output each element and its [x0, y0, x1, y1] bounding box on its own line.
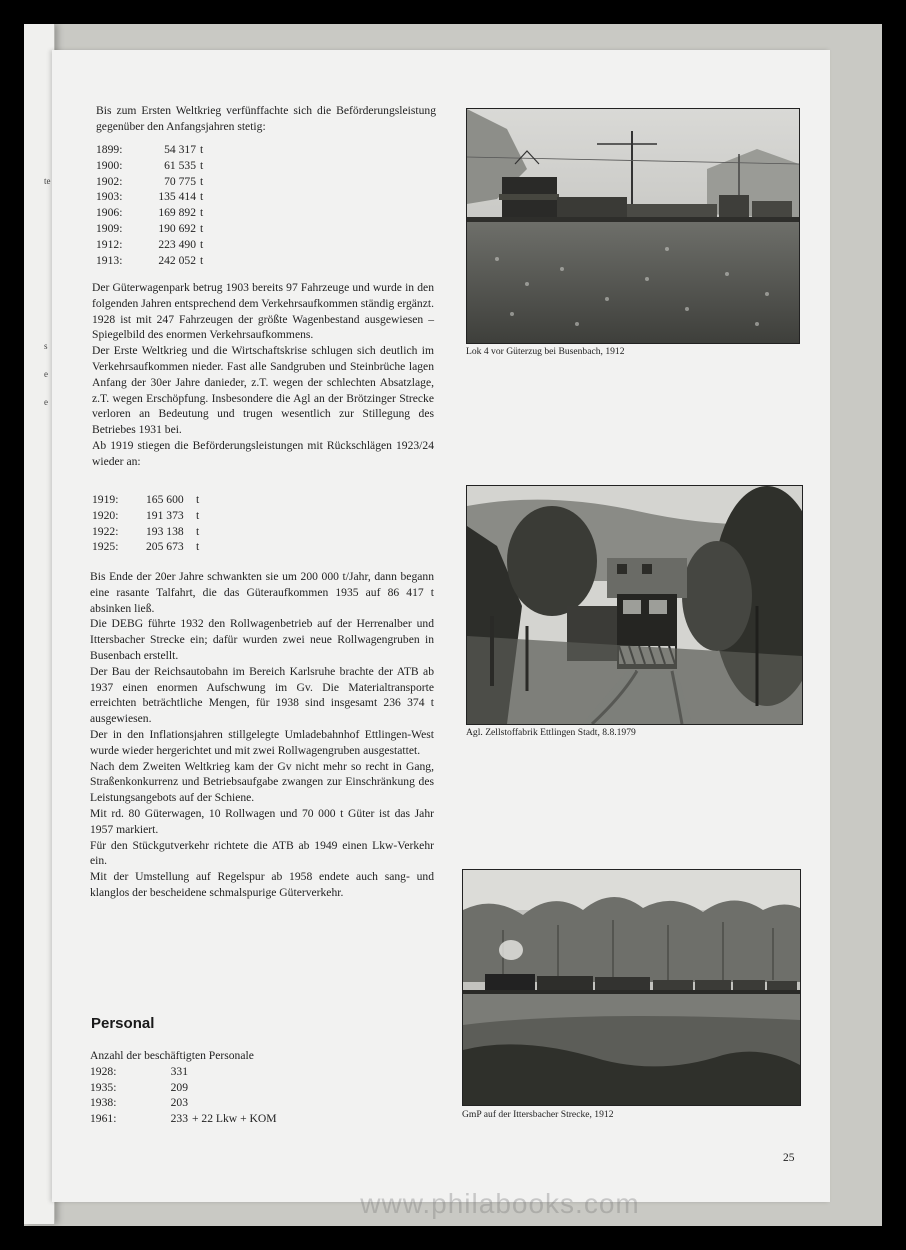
unit: t	[200, 174, 204, 188]
paragraph: Mit rd. 80 Güterwagen, 10 Rollwagen und 70 000 t Güter ist das Jahr 1957 markiert.	[90, 806, 434, 836]
unit: t	[200, 237, 204, 251]
year: 1903:	[96, 190, 123, 204]
year: 1935:	[90, 1080, 117, 1094]
tonnage-row	[96, 221, 203, 237]
paragraph: Der Güterwagenpark betrug 1903 bereits 97 Fahrzeuge und wurde in den folgenden Jahren entsprechend dem Verkehrsaufkommen ständig ergänzt. 1928 ist mit 247 Fahrzeugen der größte Wagenbestand ausgewiesen – Spiegelbild des enormen Verkehrsaufkommens.	[92, 281, 434, 342]
year: 1922:	[92, 524, 119, 538]
paragraph: Nach dem Zweiten Weltkrieg kam der Gv nicht mehr so recht in Gang, Straßenkonkurrenz und Betriebsaufgabe zwangen zur Einschränkung des Leistungsangebots auf der Schiene.	[90, 759, 434, 805]
year: 1909:	[96, 221, 123, 235]
value: 70 775	[164, 174, 196, 188]
value: 61 535	[164, 158, 196, 172]
paragraph: Ab 1919 stiegen die Beförderungsleistungen mit Rückschlägen 1923/24 wieder an:	[92, 438, 434, 468]
value: 209	[170, 1080, 188, 1094]
tonnage-postwar-table	[92, 492, 199, 555]
tonnage-row	[96, 237, 203, 253]
intro-paragraph	[96, 103, 436, 135]
year: 1961:	[90, 1111, 117, 1125]
year: 1902:	[96, 174, 123, 188]
unit: t	[200, 158, 204, 172]
tonnage-row	[96, 158, 203, 174]
unit: t	[196, 493, 200, 506]
tonnage-row	[92, 492, 199, 508]
year: 1906:	[96, 206, 123, 220]
value: 193 138	[146, 524, 184, 538]
personal-row	[90, 1095, 277, 1111]
personal-table	[90, 1064, 277, 1126]
paragraph: Bis Ende der 20er Jahre schwankten sie um 200 000 t/Jahr, dann begann eine rasante Talfahrt, die das Güteraufkommen 1935 auf 86 417 t absinken ließ.	[90, 570, 434, 615]
unit: t	[200, 143, 204, 156]
value: 165 600	[146, 493, 184, 506]
tonnage-row	[96, 174, 203, 190]
paragraph: Der Bau der Reichsautobahn im Bereich Karlsruhe brachte der ATB ab 1937 einen enormen Aufschwung im Gv. Die Materialtransporte erreichten beträchtliche Mengen, für 1938 sind insgesamt 236 374 t ausgewiesen.	[90, 664, 434, 726]
personal-row	[90, 1064, 277, 1080]
paragraph: Der Erste Weltkrieg und die Wirtschaftskrise schlugen sich deutlich im Verkehrsaufkommen nieder. Fast alle Sandgruben und Steinbrüche lagen Anfang der 30er Jahre danieder, z.T. wegen der schlechten Absatzlage, z.T. wegen Erschöpfung. Insbesondere die Agl an der Brötzinger Strecke verloren an Bedeutung und trugen wesentlich zur Stillegung des Betriebes 1931 bei.	[92, 344, 434, 437]
value: 203	[170, 1096, 188, 1110]
photo-caption: Lok 4 vor Güterzug bei Busenbach, 1912	[466, 346, 625, 357]
tonnage-row	[96, 205, 203, 221]
unit: t	[196, 524, 200, 538]
value: 169 892	[158, 206, 196, 220]
unit: t	[200, 206, 204, 220]
year: 1928:	[90, 1065, 117, 1078]
year: 1912:	[96, 237, 123, 251]
unit: t	[196, 508, 200, 522]
year: 1900:	[96, 158, 123, 172]
value: 205 673	[146, 540, 184, 554]
value: 242 052	[158, 253, 196, 267]
unit: t	[200, 190, 204, 204]
value: 233	[170, 1111, 188, 1125]
year: 1925:	[92, 540, 119, 554]
paragraph: Für den Stückgutverkehr richtete die ATB ab 1949 einen Lkw-Verkehr ein.	[90, 838, 434, 868]
extra: + 22 Lkw + KOM	[192, 1111, 277, 1125]
unit: t	[200, 253, 204, 267]
prev-page-fragment: e	[44, 397, 48, 407]
prev-page-fragment: te	[44, 176, 51, 186]
value: 331	[170, 1065, 188, 1078]
photo-mixed-train	[462, 869, 801, 1106]
intro-text: Bis zum Ersten Weltkrieg verfünffachte sich die Beförderungsleistung gegenüber den Anfangsjahren stetig:	[96, 104, 436, 133]
unit: t	[196, 540, 200, 554]
paragraph: Mit der Umstellung auf Regelspur ab 1958 endete auch sang- und klanglos der bescheidene schmalspurige Güterverkehr.	[90, 870, 434, 899]
watermark: www.philabooks.com	[360, 1188, 640, 1219]
photo-caption: GmP auf der Ittersbacher Strecke, 1912	[462, 1109, 614, 1120]
unit: t	[200, 221, 204, 235]
value: 191 373	[146, 508, 184, 522]
personal-row	[90, 1080, 277, 1096]
year: 1899:	[96, 143, 123, 156]
year: 1920:	[92, 508, 119, 522]
page-number: 25	[783, 1152, 795, 1164]
section-heading-personal: Personal	[91, 1015, 155, 1032]
photo-electric-locomotive	[466, 108, 800, 344]
photo-diesel-siding	[466, 485, 803, 725]
tonnage-row	[92, 508, 199, 524]
year: 1919:	[92, 493, 119, 506]
year: 1938:	[90, 1096, 117, 1110]
tonnage-row	[96, 142, 203, 158]
tonnage-row	[96, 253, 203, 269]
prev-page-fragment: s	[44, 341, 48, 351]
value: 135 414	[158, 190, 196, 204]
tonnage-row	[96, 189, 203, 205]
previous-page-edge	[24, 24, 55, 1224]
tonnage-prewar-table	[96, 142, 203, 268]
value: 190 692	[158, 221, 196, 235]
photo-caption: Agl. Zellstoffabrik Ettlingen Stadt, 8.8.1979	[466, 727, 636, 738]
personal-row	[90, 1111, 277, 1127]
tonnage-row	[92, 524, 199, 540]
personal-subheading: Anzahl der beschäftigten Personale	[90, 1049, 254, 1062]
paragraph-group-a	[92, 280, 434, 470]
value: 54 317	[164, 143, 196, 156]
tonnage-row	[92, 539, 199, 555]
year: 1913:	[96, 253, 123, 267]
paragraph: Die DEBG führte 1932 den Rollwagenbetrieb auf der Herrenalber und Ittersbacher Strecke ein; dafür wurden zwei neue Rollwagengruben in Busenbach erstellt.	[90, 617, 434, 662]
value: 223 490	[158, 237, 196, 251]
paragraph: Der in den Inflationsjahren stillgelegte Umladebahnhof Ettlingen-West wurde wieder hergerichtet und mit zwei Rollwagengruben ausgestattet.	[90, 727, 434, 757]
paragraph-group-b	[90, 569, 434, 901]
prev-page-fragment: e	[44, 369, 48, 379]
